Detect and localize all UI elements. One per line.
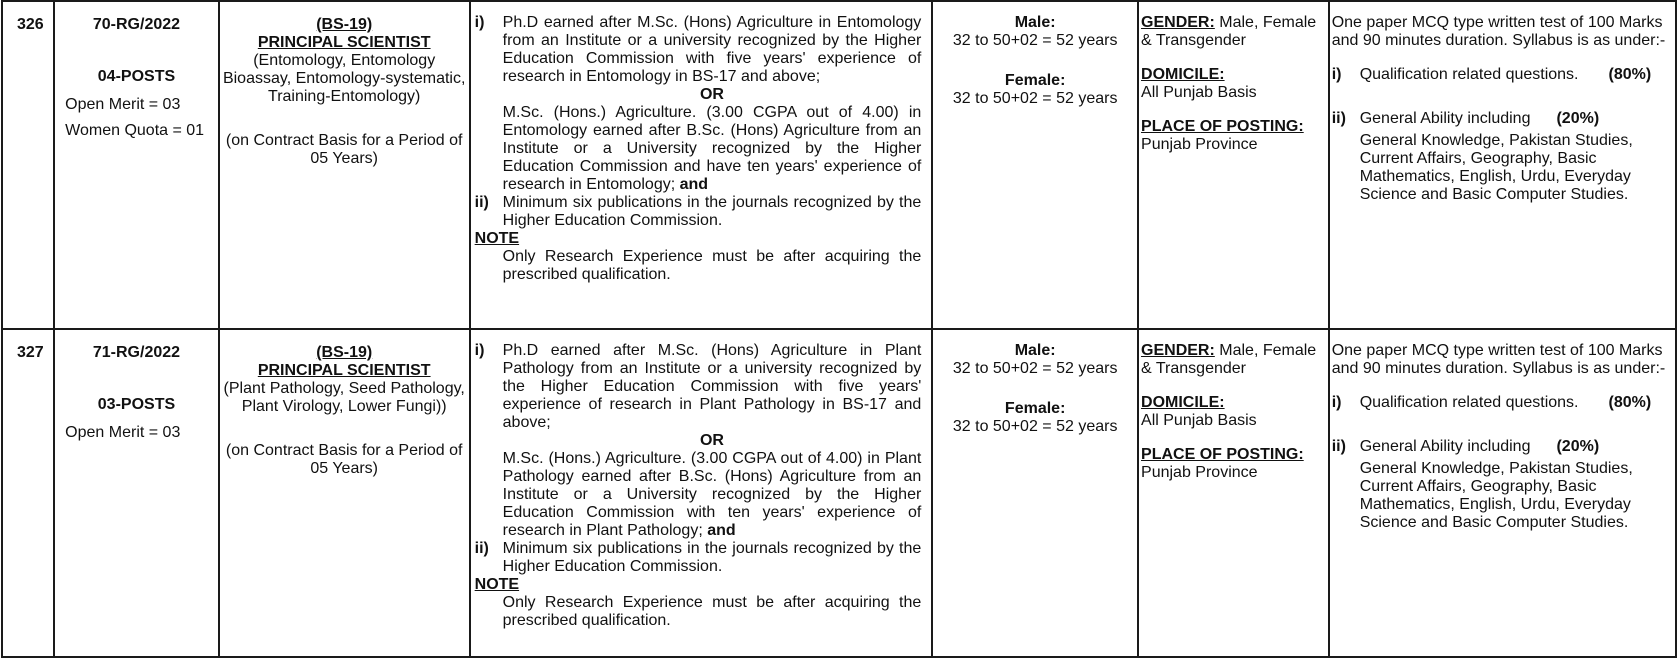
qualification-label: i) xyxy=(474,342,485,359)
qualification-text: Ph.D earned after M.Sc. (Hons) Agriculture in Plant Pathology from an Institute or a university recognized by the Higher Education Commission with five years' experience of research in Plant Pathology in BS-17 and above; xyxy=(502,342,922,431)
post-specialization: (Plant Pathology, Seed Pathology, Plant Virology, Lower Fungi)) xyxy=(223,380,465,415)
domicile-value: All Punjab Basis xyxy=(1141,412,1257,429)
note-heading: NOTE xyxy=(474,576,520,593)
pay-scale: (BS-19) xyxy=(316,344,373,361)
male-age-range: 32 to 50+02 = 52 years xyxy=(952,32,1118,49)
eligibility-cell xyxy=(1138,329,1329,657)
age-cell xyxy=(932,329,1138,657)
domicile-value: All Punjab Basis xyxy=(1141,84,1257,101)
male-label: Male: xyxy=(1014,14,1056,31)
syllabus-part-text: General Ability including xyxy=(1359,438,1531,455)
test-cell xyxy=(1329,329,1676,657)
syllabus-percent: (20%) xyxy=(1556,438,1600,455)
female-label: Female: xyxy=(1004,72,1066,89)
post-title: PRINCIPAL SCIENTIST xyxy=(257,362,431,379)
qualification-label: ii) xyxy=(474,194,489,211)
syllabus-percent: (80%) xyxy=(1608,66,1652,83)
quota-item: Open Merit = 03 xyxy=(65,424,181,441)
serial-number: 327 xyxy=(2,329,54,657)
qualification-text: Ph.D earned after M.Sc. (Hons) Agriculture in Entomology from an Institute or a university recognized by the Higher Education Commission with five years' experience of research in Entomology in BS-17 and above; xyxy=(502,14,922,85)
qualification-cell xyxy=(470,1,933,329)
alternate-qualification-text: M.Sc. (Hons.) Agriculture. (3.00 CGPA out of 4.00) in Entomology earned after B.Sc. (Hons) Agriculture from an Institute or a University recognized by the Higher Education Commission and have ten years' experience of research in Entomology; xyxy=(502,104,922,193)
qualification-cell xyxy=(470,329,933,657)
posts-count: 04-POSTS xyxy=(97,68,176,85)
general-ability-detail: General Knowledge, Pakistan Studies, Current Affairs, Geography, Basic Mathematics, English, Urdu, Everyday Science and Basic Computer Studies. xyxy=(1359,132,1633,203)
or-separator: OR xyxy=(699,432,724,449)
syllabus-part xyxy=(1360,66,1667,84)
pay-scale: (BS-19) xyxy=(316,16,373,33)
case-cell xyxy=(54,1,219,329)
alternate-qualification xyxy=(503,450,922,540)
note-text: Only Research Experience must be after acquiring the prescribed qualification. xyxy=(502,248,922,283)
domicile-label: DOMICILE: xyxy=(1141,394,1225,411)
syllabus-label: ii) xyxy=(1331,438,1346,455)
posting-value: Punjab Province xyxy=(1141,136,1258,153)
case-number: 71-RG/2022 xyxy=(92,344,181,361)
syllabus-part-text: Qualification related questions. xyxy=(1359,394,1579,411)
qualification-text: Minimum six publications in the journals recognized by the Higher Education Commission. xyxy=(502,540,922,575)
or-separator: OR xyxy=(699,86,724,103)
syllabus-label: i) xyxy=(1331,394,1342,411)
syllabus-part-text: General Ability including xyxy=(1359,110,1531,127)
general-ability-detail: General Knowledge, Pakistan Studies, Current Affairs, Geography, Basic Mathematics, English, Urdu, Everyday Science and Basic Computer Studies. xyxy=(1359,460,1633,531)
table-row xyxy=(2,1,1676,329)
gender-value: Male, Female & Transgender xyxy=(1141,14,1317,49)
eligibility-cell xyxy=(1138,1,1329,329)
posting-value: Punjab Province xyxy=(1141,464,1258,481)
gender-value: Male, Female & Transgender xyxy=(1141,342,1317,377)
syllabus-part-text: Qualification related questions. xyxy=(1359,66,1579,83)
recruitment-table xyxy=(1,0,1677,658)
qualification-text: Minimum six publications in the journals recognized by the Higher Education Commission. xyxy=(502,194,922,229)
posts-count: 03-POSTS xyxy=(97,396,176,413)
female-label: Female: xyxy=(1004,400,1066,417)
male-label: Male: xyxy=(1014,342,1056,359)
syllabus-percent: (20%) xyxy=(1556,110,1600,127)
post-cell xyxy=(219,1,470,329)
case-cell xyxy=(54,329,219,657)
male-age-range: 32 to 50+02 = 52 years xyxy=(952,360,1118,377)
syllabus-label: i) xyxy=(1331,66,1342,83)
alternate-qualification-text: M.Sc. (Hons.) Agriculture. (3.00 CGPA out of 4.00) in Plant Pathology earned after B.Sc. (Hons) Agriculture from an Institute or a University recognized by the Higher Education Commission with ten years' experience of research in Plant Pathology; xyxy=(502,450,922,539)
and-conjunction: and xyxy=(707,522,736,539)
female-age-range: 32 to 50+02 = 52 years xyxy=(952,90,1118,107)
serial-number: 326 xyxy=(2,1,54,329)
test-cell xyxy=(1329,1,1676,329)
gender-label: GENDER: xyxy=(1141,14,1215,31)
qualification-label: ii) xyxy=(474,540,489,557)
female-age-range: 32 to 50+02 = 52 years xyxy=(952,418,1118,435)
quota-item: Open Merit = 03 xyxy=(65,96,181,113)
syllabus-part xyxy=(1360,394,1667,412)
and-conjunction: and xyxy=(679,176,709,193)
case-number: 70-RG/2022 xyxy=(92,16,181,33)
syllabus-part xyxy=(1360,110,1599,128)
note-heading: NOTE xyxy=(474,230,520,247)
contract-terms: (on Contract Basis for a Period of 05 Years) xyxy=(225,442,463,477)
posting-label: PLACE OF POSTING: xyxy=(1141,446,1304,463)
test-intro: One paper MCQ type written test of 100 Marks and 90 minutes duration. Syllabus is as under:- xyxy=(1331,14,1666,49)
post-cell xyxy=(219,329,470,657)
posting-label: PLACE OF POSTING: xyxy=(1141,118,1304,135)
syllabus-percent: (80%) xyxy=(1608,394,1652,411)
alternate-qualification xyxy=(503,104,922,194)
qualification-label: i) xyxy=(474,14,485,31)
table-row xyxy=(2,329,1676,657)
age-cell xyxy=(932,1,1138,329)
syllabus-label: ii) xyxy=(1331,110,1346,127)
syllabus-part xyxy=(1360,438,1599,456)
domicile-label: DOMICILE: xyxy=(1141,66,1225,83)
note-text: Only Research Experience must be after acquiring the prescribed qualification. xyxy=(502,594,922,629)
post-title: PRINCIPAL SCIENTIST xyxy=(257,34,431,51)
test-intro: One paper MCQ type written test of 100 Marks and 90 minutes duration. Syllabus is as under:- xyxy=(1331,342,1666,377)
post-specialization: (Entomology, Entomology Bioassay, Entomology-systematic, Training-Entomology) xyxy=(222,52,466,105)
gender-label: GENDER: xyxy=(1141,342,1215,359)
contract-terms: (on Contract Basis for a Period of 05 Years) xyxy=(225,132,463,167)
quota-item: Women Quota = 01 xyxy=(65,122,205,139)
